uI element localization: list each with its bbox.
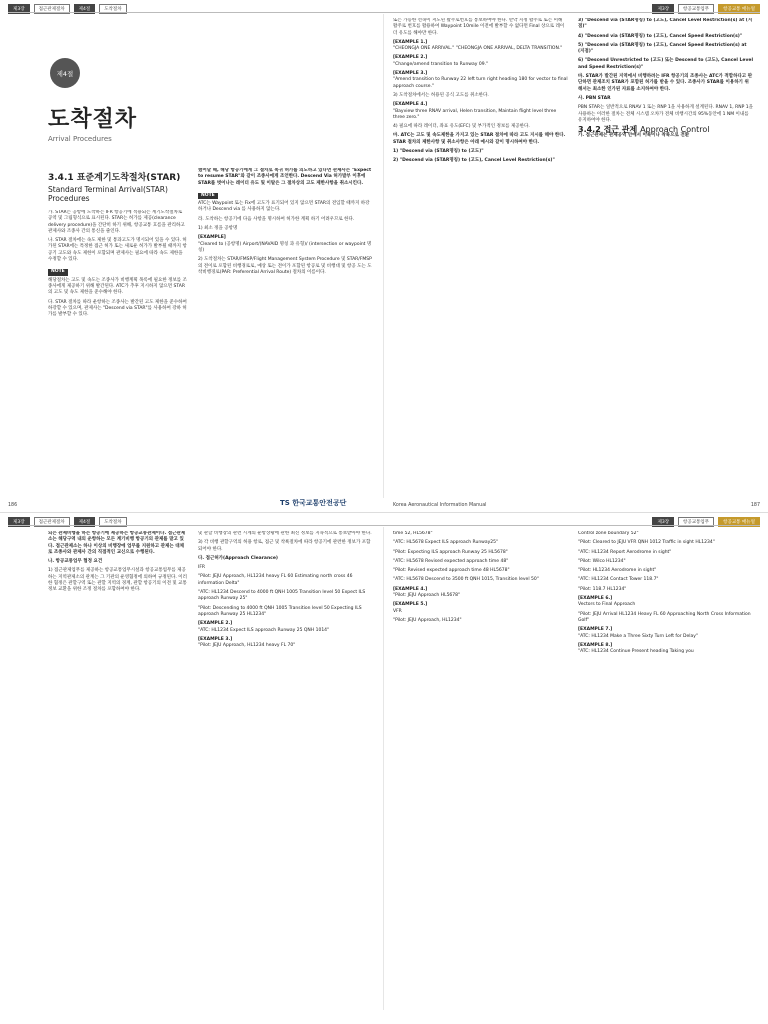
ex2-label: [EXAMPLE 2.]	[393, 55, 428, 61]
ex3-text: "Amend transition to Runway 22 left turn right heading 180 for vector to final approach course."	[393, 77, 568, 89]
b-col4-ex7-label: [EXAMPLE 7.]	[578, 627, 613, 633]
b-col4-6: "Pilot: 118.7 HL1234"	[578, 586, 627, 592]
right-page-col2	[578, 18, 753, 495]
b-col2-ex3: "Pilot: Descending to 4000 ft QNH 1005 Transition level 50 Expecting ILS approach Runway 25 HL1234"	[198, 605, 362, 617]
section-tag: 접근관제절차	[34, 4, 70, 14]
para-ra: 라. 도착하는 항공기에 다음 사항을 명시하여 허가한 계획 하기 어려우므로 한다.	[198, 216, 355, 222]
b-col1-heading: 나. 항공교통업무 협정 요건	[48, 559, 103, 565]
right-page-col1	[393, 18, 568, 495]
left-footer	[8, 503, 17, 508]
ex4-label: [EXAMPLE 4.]	[393, 102, 428, 108]
b-right-manual-tag: 항공교통 매뉴얼	[718, 517, 760, 527]
b-header-rule	[8, 525, 760, 526]
item-2: 2) 도착절차는 STAR/FMSP/Flight Management System Procedure 및 STAR/FMSP의 전이로 포함된 비행경로로, 예상 또는 전이가 포함된 항공로 및 비행대 및 항공 도는 도착비행경로(PAR: Preferential Arrival Route) 절차의 이름이다.	[198, 257, 372, 275]
para-ba: 바. STAR가 발간된 지역에서 비행하려는 IFR 항공기의 조종사는 ATC가 적합하다고 판단하면 관제조치 STAR가 포함된 허가를 받을 수 있다. 조종사가 STAR를 이용하기 위해서는 최소한 인가된 자료를 소지하여야 한다.	[578, 74, 753, 92]
example-text: "Cleared to (공항명) Airport/(NAVAID 명칭 과 유형)/ (intersection or waypoint 명칭)	[198, 241, 372, 253]
b-sub-tag: 도착절차	[99, 517, 126, 527]
ts-logo: TS 한국교통안전공단	[280, 499, 347, 507]
b-col2-ex2: "ATC: HL1234 Descend to 4000 ft QNH 1005 Transition level 50 Expect ILS approach Runway 25"	[198, 590, 366, 602]
b-col4-2: "ATC: HL1234 Report Aerodrome in sight"	[578, 549, 672, 555]
b-col2-top: 및 관할 비행장의 관련 시계의 운항상황에 관한 최신 정보를 지속적으로 통보받아야 한다.	[198, 531, 372, 536]
para-ma: 마. ATC는 고도 및 속도제한을 가지고 있는 STAR 절차에 따라 고도 지시를 해야 한다. STAR 절차의 제한사항 및 취소사항은 아래 예시와 같이 명시하여야 한다.	[393, 133, 566, 145]
r2-item-6: 6) "Descend Unrestricted to (고도) 또는 Descend to (고도), Cancel Level and Speed Restriction(s)"	[578, 58, 753, 70]
section-342-title: 3.4.2 접근 관제	[578, 125, 638, 135]
b-col4	[578, 531, 753, 1019]
r-col1-top: 또는 가능한 선속이 저도된 활주로번호를 통보하여야 한다. 만약 지정 활주로 또는 미해 활주로 번호를 활용하여 Waypoint 10mile 이전에 발부할 수 없다면 Final 상으로 레이더 유도를 해야만 한다.	[393, 18, 565, 36]
b-col1-body: 1) 접근관제업무를 제공하는 항공교통업무시설과 항공교통업무를 제공하는 지역관제소의 관계는 그 기관의 운영협정에 의하여 규정된다. 이러한 협정은 관할구역 또는 관할 지역의 경계, 관할 항공기의 이전 및 교통정보 교환을 위한 조정 절차를 포함하여야 한다.	[48, 568, 187, 593]
b-col2-ex1: "Pilot: JEJU Approach, HL1234 heavy FL 60 Estimating north cross 46 information Delta"	[198, 574, 353, 586]
b-col4-ex6b: "Pilot: JEJU Arrival HL1234 Heavy FL 60 Approaching North Cross Information Golf"	[578, 611, 751, 623]
r2-item-4: 4) "Descend via (STAR명칭) to (고도), Cancel Speed Restriction(s)"	[578, 33, 743, 39]
para-ga2: 가. 접근관제는 관제공역 안에서 이륙이나 착륙으로 전환	[578, 133, 690, 139]
sub-tag: 도착절차	[99, 4, 126, 14]
b-col3-top: time 52, HL5678"	[393, 531, 433, 536]
b-col2-ex2-text: "ATC: HL1234 Expect ILS approach Runway 25 QNH 1014"	[198, 627, 330, 633]
right-section-tag: 항공교통업무	[678, 4, 714, 14]
b-col4-4: "Pilot: HL1234 Aerodrome in sight"	[578, 568, 657, 574]
left-page-col1	[48, 210, 188, 495]
left-page-number: 186	[8, 503, 18, 508]
header-rule	[8, 12, 760, 13]
left-page-col2	[198, 168, 373, 495]
b-col3-ex5-text: "Pilot: JEJU Approach, HL1234"	[393, 617, 462, 623]
ex1-text: "CHEONGJA ONE ARRIVAL." "CHEONGJA ONE ARRIVAL, DELTA TRANSITION."	[393, 46, 563, 52]
b-col2-heading: 다. 접근허가(Approach Clearance)	[198, 555, 278, 561]
para-na: 나. STAR 절차에는 속도 제한 및 통과고도가 명시되어 있을 수 있다. 허가된 STAR에는 특정한 접근 허가 또는 새로운 허가가 발부될 때까지 항공기 고도와 속도 제한이 포함되며 관제사는 필요에 따라 속도 제한을 수정할 수 있다.	[48, 238, 187, 263]
b-col3-1: "ATC: HL5678 Expect ILS approach Runway25"	[393, 540, 499, 546]
b-col3-3: "ATC: HL5678 Revised expected approach time 48"	[393, 558, 509, 564]
b-col3-ex5-label: [EXAMPLE 5.]	[393, 602, 428, 608]
r2-item-3: 3) "Descend via (STAR명칭) to (고도), Cancel Level Restriction(s) at (지점)"	[578, 18, 753, 30]
b-right-section-tag: 항공교통업무	[678, 517, 714, 527]
para-sa-text: PBN STAR는 일반적으로 RNAV 1 또는 RNP 1을 사용하게 설계된다. RNAV 1, RNP 1을 사용하는 이러한 절차는 전체 시스템 오차가 전체 비행시간의 95%동안에 1 NM 이내를 유지하여야 한다.	[578, 105, 753, 123]
right-manual-tag: 항공교통 매뉴얼	[718, 4, 760, 14]
ex1-label: [EXAMPLE 1.]	[393, 39, 428, 45]
b-col3-5: "ATC: HL5678 Descend to 3500 ft QNH 1015, Transition level 50"	[393, 577, 539, 583]
b-col3-4: "Pilot: Revised expected approach time 48 HL5678"	[393, 568, 510, 574]
section-341-title: 3.4.1 표준계기도착절차(STAR)	[48, 173, 181, 183]
b-col2-ifr: IFR	[198, 565, 206, 571]
chapter-title: 도착절차	[48, 107, 138, 132]
b-col4-ex6a: Vectors to Final Approach	[578, 602, 636, 608]
section-341-heading	[48, 170, 188, 203]
b-col3	[393, 531, 568, 1019]
right-page-number: 187	[750, 503, 760, 508]
gutter	[383, 14, 384, 498]
bottom-spread	[0, 512, 768, 1024]
chapter-block	[48, 58, 188, 143]
para-sa: 사. PBN STAR	[578, 95, 611, 101]
example-label: [EXAMPLE]	[198, 235, 226, 241]
b-gutter	[383, 527, 384, 1010]
note-text-2: ATC는 Waypoint 또는 Fix에 고도가 표기되어 있지 않으면 STAR의 전입할 때까지 하강하거나 Descend via 를 사용하지 않는다.	[198, 201, 370, 213]
item-1: 1) 최소 정을 공항명	[198, 226, 238, 232]
section-342-title-en: Approach Control	[640, 125, 710, 135]
b-col2-ex2-label: [EXAMPLE 2.]	[198, 621, 233, 627]
note-label-2: NOTE	[198, 193, 218, 199]
para-ga: 가. STAR는 공항에 도착하는 IFR 항공기에 적용되는 계기도착절차로 공역 및 그림형식으로 표시된다. STAR는 허가를 제공(clearance delivery procedure)을 간단히 하기 위해, 항공교통 흐름을 관리하고 관제사와 조종사 간의 통신을 줄인다.	[48, 210, 185, 234]
chapter-tag: 제3장	[8, 4, 30, 14]
b-col4-ex6-label: [EXAMPLE 6.]	[578, 596, 613, 602]
b-col3-ex4-label: [EXAMPLE 4.]	[393, 586, 428, 592]
r2-item-5: 5) "Descend via (STAR명칭) to (고도), Cancel Speed Restriction(s) at (지점)"	[578, 42, 747, 55]
ex2-text: "Change/amend transition to Runway 09."	[393, 61, 489, 67]
b-col4-top: Control zone boundary 52"	[578, 531, 639, 536]
b-col2-ex3-label: [EXAMPLE 3.]	[198, 636, 233, 642]
b-right-chapter-tag: 제3장	[652, 517, 674, 527]
note-label: NOTE	[48, 269, 68, 275]
sub-tag-num: 제4절	[74, 4, 96, 14]
r-item-4: 4) 필요에 따라 레이더, 좌표 유도(EFC) 및 부가적인 정보를 제공한다.	[393, 124, 530, 130]
chapter-subtitle: Arrival Procedures	[48, 135, 112, 143]
r-item-r1: 1) "Descend via (STAR명칭) to (고도)"	[393, 149, 484, 155]
para-da: 다. STAR 절차를 따라 운항하는 조종사는 발간된 고도 제한을 준수하여 하강할 수 있으며, 관제사는 "Descend via STAR"를 사용하여 강하 허가를 발부할 수 있다.	[48, 299, 187, 318]
b-col4-1: "Pilot: Cleared to JEJU VFR QNH 1012 Traffic in sight HL1234"	[578, 540, 715, 546]
b-col2	[198, 531, 373, 1019]
section-341-title-en: Standard Terminal Arrival(STAR) Procedures	[48, 185, 168, 203]
chapter-num-badge: 제4절	[50, 58, 80, 88]
b-col1	[48, 531, 188, 1019]
b-col3-ex4-text: "Pilot: JEJU Approach HL5678"	[393, 593, 461, 599]
b-col2-ex3-text: "Pilot: JEJU Approach, HL1234 heavy FL 70"	[198, 643, 296, 649]
right-footer	[751, 503, 760, 508]
b-col4-5: "ATC: HL1234 Contact Tower 118.7"	[578, 577, 659, 583]
b-sub-tag-num: 제4절	[74, 517, 96, 527]
b-col1-text: 되는 관제비행을 하는 항공기에 제공하는 항공교통관제이다. 접근관제소는 해당구역 내의 운항하는 모든 계기비행 항공기의 관제를 맡고 있다. 접근관제소는 하나 이상의 비행장에 업무를 지원하고 관제는 대체로 조종사와 관제사 간의 직접적인 교신으로 수행된다.	[48, 531, 186, 555]
b-col2-1: 3) 각 비행 관할구역의 허용 항로, 접근 및 착륙절차에 따라 항공기에 관련한 정보가 포함되어야 한다.	[198, 540, 371, 552]
para-1: 했어날 때, 해당 항공기에게 그 절차로 복귀 허가를 의도하고 있다면 관제사는 "Expect to resume STAR"와 같이 조종사에게 조언한다. Descend Via 허가발부 이후에 STAR를 벗어나는 레이더 유도 및 이탈은 그 절차상의 고도 제한사항을 취소시킨다.	[198, 168, 372, 186]
b-chapter-tag: 제3장	[8, 517, 30, 527]
note-text: 해당절차는 고도 및 속도는 조종사가 비행계획 목록에 필요한 정보를 조종사에게 제공하기 위해 발간된다. ATC가 추후 지시하지 않으면 STAR의 고도 및 속도 제한을 준수해야 한다.	[48, 277, 187, 296]
b-col4-ex8-text: "ATC: HL1234 Continue Present heading Taking you	[578, 649, 694, 655]
right-footer-text: Korea Aeronautical Information Manual	[393, 503, 487, 508]
right-chapter-tag: 제3장	[652, 4, 674, 14]
right-footer-org	[393, 503, 486, 508]
b-section-tag: 접근관제절차	[34, 517, 70, 527]
ex4-text: "Bayview three RNAV arrival, Helen transition, Maintain flight level three three zero."	[393, 108, 557, 120]
b-col4-ex7-text: "ATC: HL1234 Make a Three Sixty Turn Left for Delay"	[578, 633, 699, 639]
left-footer-org	[280, 498, 346, 508]
b-col3-2: "Pilot: Expecting ILS approach Runway 25 HL5678"	[393, 549, 508, 555]
b-col4-ex8-label: [EXAMPLE 8.]	[578, 642, 613, 648]
r-item-r2: 2) "Descend via (STAR명칭) to (고도), Cancel Level Restriction(s)"	[393, 158, 555, 164]
b-col4-3: "Pilot: Wilco HL1234"	[578, 558, 626, 564]
ex3-label: [EXAMPLE 3.]	[393, 71, 428, 77]
b-col3-ex5-vfr: VFR	[393, 608, 402, 614]
r-item-3: 3) 도착절차에서는 허용된 공식 고도를 취소한다.	[393, 92, 489, 98]
